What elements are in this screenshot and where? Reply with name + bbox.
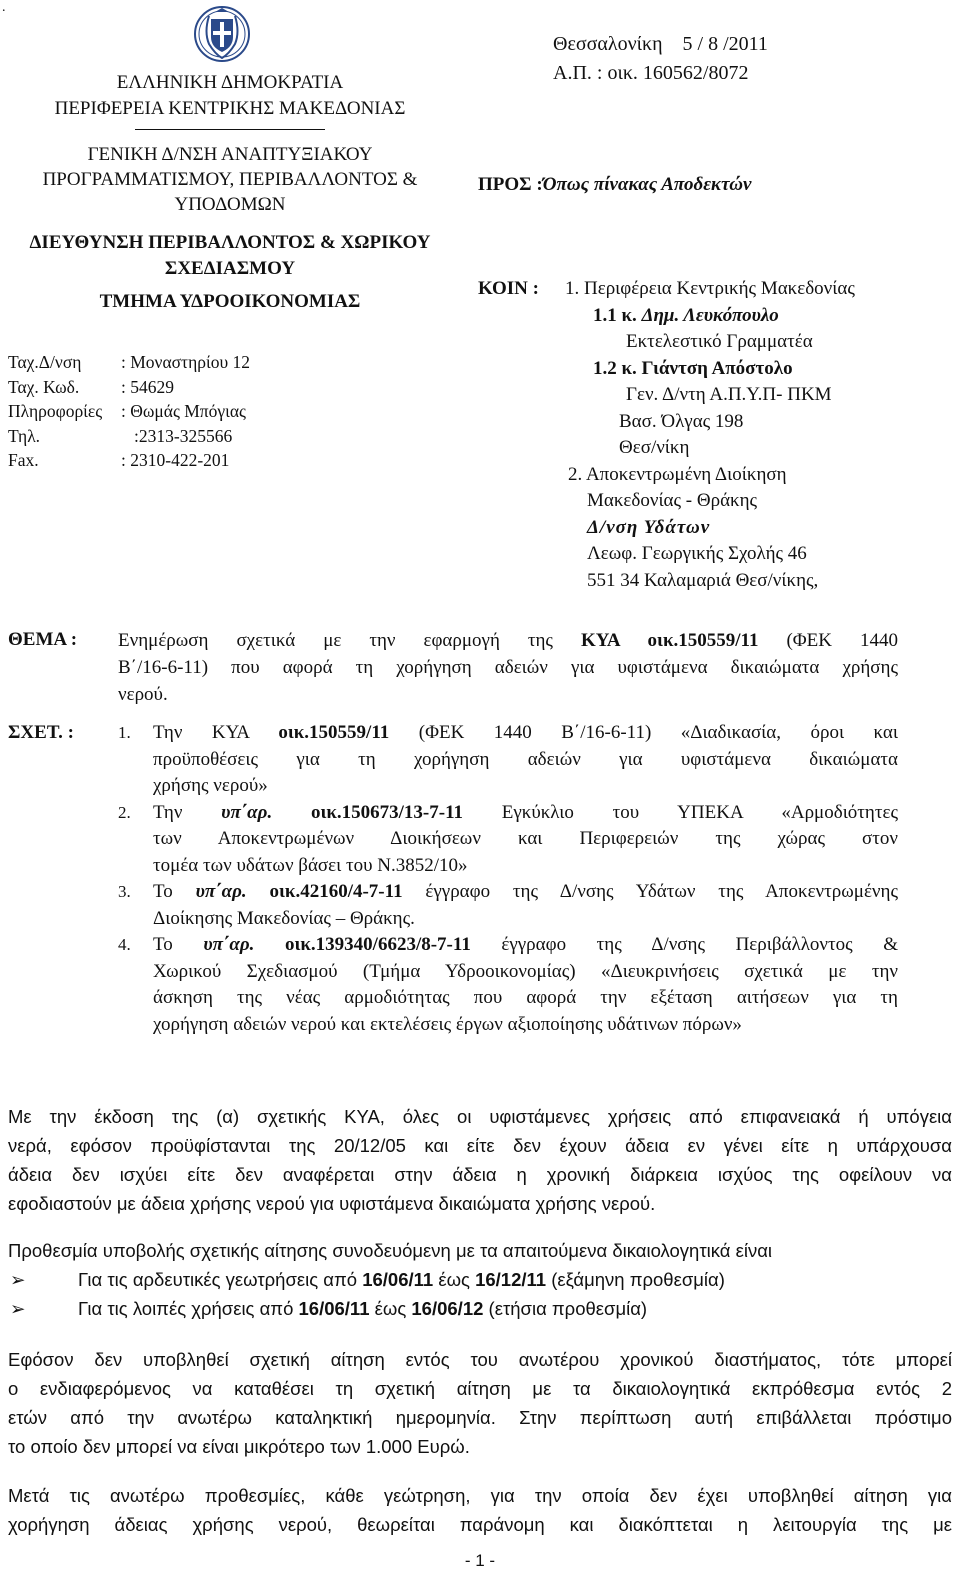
to-label: ΠΡΟΣ : bbox=[478, 174, 543, 195]
org-line-1: ΕΛΛΗΝΙΚΗ ΔΗΜΟΚΡΑΤΙΑ bbox=[116, 72, 344, 93]
cc-line-4: 1.2 κ. Γιάντση Απόστολο bbox=[593, 357, 793, 379]
refs-label: ΣΧΕΤ. : bbox=[8, 722, 74, 743]
directorate-line-2: ΠΡΟΓΡΑΜΜΑΤΙΣΜΟΥ, ΠΕΡΙΒΑΛΛΟΝΤΟΣ & bbox=[42, 169, 418, 190]
recipients bbox=[478, 171, 751, 199]
subject-line-1: Ενημέρωση σχετικά με την εφαρμογή της ΚΥΑ οικ.150559/11 (ΦΕΚ 1440 bbox=[118, 630, 898, 651]
cc-list bbox=[565, 276, 855, 594]
ref-item-1: 1. Την ΚΥΑ οικ.150559/11 (ΦΕΚ 1440 Β΄/16-6-11) «Διαδικασία, όροι και προϋποθέσεις για τη χορήγηση αδειών για υφιστάμενα δικαιώματα χρήσης νερού» bbox=[118, 722, 898, 796]
contact-block bbox=[8, 350, 250, 473]
cc-line-2: 1.1 κ. Δημ. Λευκόπουλο bbox=[593, 304, 779, 326]
greek-coat-of-arms-emblem bbox=[193, 4, 251, 64]
organization-header bbox=[30, 70, 430, 122]
bullet-arrow-icon: ➢ bbox=[10, 1269, 26, 1290]
cc-line-6: Βασ. Όλγας 198 bbox=[619, 410, 744, 432]
section-heading: ΤΜΗΜΑ ΥΔΡΟΟΙΚΟΝΟΜΙΑΣ bbox=[99, 291, 361, 312]
refs-list bbox=[118, 720, 898, 1038]
cc-line-9: Μακεδονίας - Θράκης bbox=[587, 490, 758, 511]
cc-line-10: Δ/νση Υδάτων bbox=[587, 516, 711, 538]
contact-info: Πληροφορίες : Θωμάς Μπόγιας bbox=[8, 401, 246, 421]
cc-line-1: 1. Περιφέρεια Κεντρικής Μακεδονίας bbox=[565, 278, 855, 299]
place-date: Θεσσαλονίκη 5 / 8 /2011 bbox=[553, 33, 768, 55]
department-heading bbox=[0, 230, 460, 282]
general-directorate bbox=[30, 142, 430, 217]
department-line-2: ΣΧΕΔΙΑΣΜΟΥ bbox=[164, 258, 296, 279]
page-number: - 1 - bbox=[0, 1550, 960, 1572]
directorate-line-3: ΥΠΟΔΟΜΩΝ bbox=[174, 194, 286, 215]
deadline-bullet-2: ➢ Για τις λοιπές χρήσεις από 16/06/11 έως 16/06/12 (ετήσια προθεσμία) bbox=[8, 1294, 952, 1323]
subject-line-2: Β΄/16-6-11) που αφορά τη χορήγηση αδειών για υφιστάμενα δικαιώματα χρήσης bbox=[118, 657, 898, 678]
directorate-line-1: ΓΕΝΙΚΗ Δ/ΝΣΗ ΑΝΑΠΤΥΞΙΑΚΟΥ bbox=[87, 144, 373, 165]
department-line-1: ΔΙΕΥΘΥΝΣΗ ΠΕΡΙΒΑΛΛΟΝΤΟΣ & ΧΩΡΙΚΟΥ bbox=[29, 232, 431, 253]
body-paragraph-4: Μετά τις ανωτέρω προθεσμίες, κάθε γεώτρηση, για την οποία δεν έχει υποβληθεί αίτηση για χορήγηση άδειας χρήσης νερού, θεωρείται παράνομη και διακόπτεται η λειτουργία της με bbox=[8, 1485, 952, 1535]
ref-item-2: 2. Την υπ΄αρ. οικ.150673/13-7-11 Εγκύκλιο του ΥΠΕΚΑ «Αρμοδιότητες των Αποκεντρωμένων Διοικήσεων και Περιφερειών της χώρας στον τομέα των υδάτων βάσει του Ν.3852/10» bbox=[118, 801, 899, 876]
deadline-bullet-1: ➢ Για τις αρδευτικές γεωτρήσεις από 16/06/11 έως 16/12/11 (εξάμηνη προθεσμία) bbox=[8, 1265, 952, 1294]
body-deadlines bbox=[8, 1236, 952, 1323]
cc-line-5: Γεν. Δ/ντη Α.Π.Υ.Π- ΠΚΜ bbox=[626, 384, 832, 405]
header-divider bbox=[135, 129, 325, 130]
cc-label: ΚΟΙΝ : bbox=[478, 278, 539, 299]
cc-line-8: 2. Αποκεντρωμένη Διοίκηση bbox=[568, 463, 787, 485]
contact-fax: Fax. : 2310-422-201 bbox=[8, 450, 230, 470]
to-value: Όπως πίνακας Αποδεκτών bbox=[542, 174, 752, 195]
body-paragraph-1: Με την έκδοση της (α) σχετικής ΚΥΑ, όλες οι υφιστάμενες χρήσεις από επιφανειακά ή υπόγεια νερά, εφόσον προϋφίστανται της 20/12/05 και είτε δεν έχουν άδεια εν γένει είτε η υπάρχουσα άδεια δεν ισχύει είτε δεν αναφέρεται στην άδεια η χρονική διάρκεια ισχύος της οφείλουν να εφοδιαστούν με άδεια χρήσης νερού για υφιστάμενα δικαιώματα χρήσης νερού. bbox=[8, 1106, 952, 1214]
protocol-number: Α.Π. : οικ. 160562/8072 bbox=[553, 62, 749, 84]
org-line-2: ΠΕΡΙΦΕΡΕΙΑ ΚΕΝΤΡΙΚΗΣ ΜΑΚΕΔΟΝΙΑΣ bbox=[54, 98, 406, 119]
ref-item-3: 3. Το υπ΄αρ. οικ.42160/4-7-11 έγγραφο της Δ/νσης Υδάτων της Αποκεντρωμένης Διοίκησης Μακεδονίας – Θράκης. bbox=[118, 881, 898, 929]
corner-dot: . bbox=[2, 0, 6, 15]
body-paragraph-3: Εφόσον δεν υποβληθεί σχετική αίτηση εντός του ανωτέρου χρονικού διαστήματος, τότε μπορεί ο ενδιαφερόμενος να καταθέσει τη σχετική αίτηση με τα δικαιολογητικά εκπρόθεσμα εντός 2 ετών από την ανωτέρω καταληκτική ημερομηνία. Στην περίπτωση αυτή επιβάλλεται πρόστιμο το οποίο δεν μπορεί να είναι μικρότερο των 1.000 Ευρώ. bbox=[8, 1349, 952, 1457]
cc-line-3: Εκτελεστικό Γραμματέα bbox=[626, 331, 813, 352]
cc-line-7: Θεσ/νίκη bbox=[619, 437, 690, 458]
subject-text bbox=[118, 627, 898, 708]
contact-address: Ταχ.Δ/νση : Μοναστηρίου 12 bbox=[8, 352, 250, 372]
ref-item-4: 4. Το υπ΄αρ. οικ.139340/6623/8-7-11 έγγραφο της Δ/νσης Περιβάλλοντος & Χωρικού Σχεδιασμού (Τμήμα Υδροοικονομίας) «Διευκρινήσεις σχετικά με την άσκηση της νέας αρμοδιότητας που αφορά την εξέταση αιτήσεων για τη χορήγηση αδειών νερού και εκτελέσεις έργων αξιοποίησης υδάτινων πόρων» bbox=[118, 934, 898, 1035]
subject-label: ΘΕΜΑ : bbox=[8, 629, 78, 650]
cc-line-12: 551 34 Καλαμαριά Θεσ/νίκης, bbox=[587, 569, 819, 591]
contact-postcode: Ταχ. Κωδ. : 54629 bbox=[8, 376, 174, 397]
bullet-arrow-icon: ➢ bbox=[10, 1298, 26, 1319]
cc-line-11: Λεωφ. Γεωργικής Σχολής 46 bbox=[587, 543, 807, 564]
subject-line-3: νερού. bbox=[118, 684, 168, 705]
deadline-intro: Προθεσμία υποβολής σχετικής αίτησης συνοδευόμενη με τα απαιτούμενα δικαιολογητικά είναι bbox=[8, 1240, 773, 1261]
contact-phone: Τηλ. :2313-325566 bbox=[8, 425, 233, 446]
